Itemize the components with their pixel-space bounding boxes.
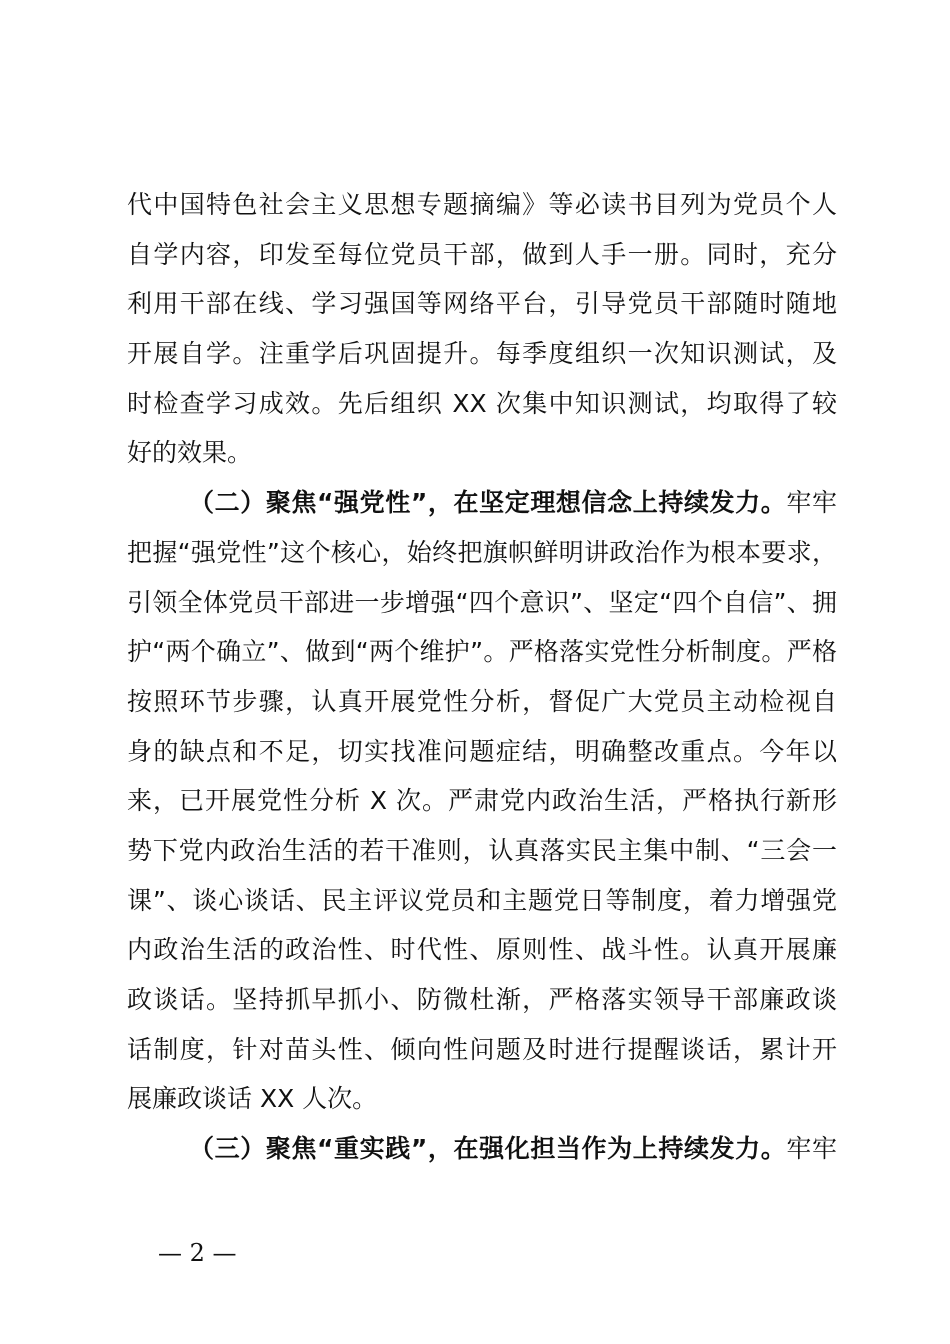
paragraph-1-line-4: 开展自学。注重学后巩固提升。每季度组织一次知识测试，及 [127,339,837,369]
paragraph-1-line-2: 自学内容，印发至每位党员干部，做到人手一册。同时，充分 [127,239,837,269]
paragraph-1-line-3: 利用干部在线、学习强国等网络平台，引导党员干部随时随地 [127,289,837,319]
paragraph-1-line-6: 好的效果。 [127,438,253,468]
paragraph-1-line-1: 代中国特色社会主义思想专题摘编》等必读书目列为党员个人 [127,190,837,219]
paragraph-2-line-7: 势下党内政治生活的若干准则，认真落实民主集中制、“三会一 [127,835,837,865]
paragraph-2-line-10: 政谈话。坚持抓早抓小、防微杜渐，严格落实领导干部廉政谈 [127,985,837,1014]
paragraph-2-line-4: 按照环节步骤，认真开展党性分析，督促广大党员主动检视自 [127,686,837,716]
section-heading-2: （二）聚焦“强党性”，在坚定理想信念上持续发力。 [189,488,787,518]
paragraph-2-line-8: 课”、谈心谈话、民主评议党员和主题党日等制度，着力增强党 [127,885,837,915]
paragraph-2-line-2: 引领全体党员干部进一步增强“四个意识”、坚定“四个自信”、拥 [127,587,837,617]
paragraph-2-line-5: 身的缺点和不足，切实找准问题症结，明确整改重点。今年以 [127,736,837,766]
paragraph-3-first-line [127,1124,837,1174]
section-heading-3: （三）聚焦“重实践”，在强化担当作为上持续发力。 [189,1134,787,1164]
paragraph-2-line-3: 护“两个确立”、做到“两个维护”。严格落实党性分析制度。严格 [127,637,837,667]
paragraph-1-line-5: 时检查学习成效。先后组织 XX 次集中知识测试，均取得了较 [127,388,837,418]
paragraph-2-line-11: 话制度，针对苗头性、倾向性问题及时进行提醒谈话，累计开 [127,1034,837,1064]
paragraph-2-line-9: 内政治生活的政治性、时代性、原则性、战斗性。认真开展廉 [127,935,837,965]
paragraph-2-line-1: 把握“强党性”这个核心，始终把旗帜鲜明讲政治作为根本要求， [127,537,837,567]
paragraph-2-first-line-tail: 牢牢 [786,488,837,518]
paragraph-2-line-12: 展廉政谈话 XX 人次。 [127,1084,378,1114]
paragraph-2-line-6: 来，已开展党性分析 X 次。严肃党内政治生活，严格执行新形 [127,786,837,816]
paragraph-3-first-line-tail: 牢牢 [786,1134,837,1164]
paragraph-2-first-line [127,478,837,528]
body-text [127,180,837,1174]
page-number: — 2 — [158,1239,237,1267]
